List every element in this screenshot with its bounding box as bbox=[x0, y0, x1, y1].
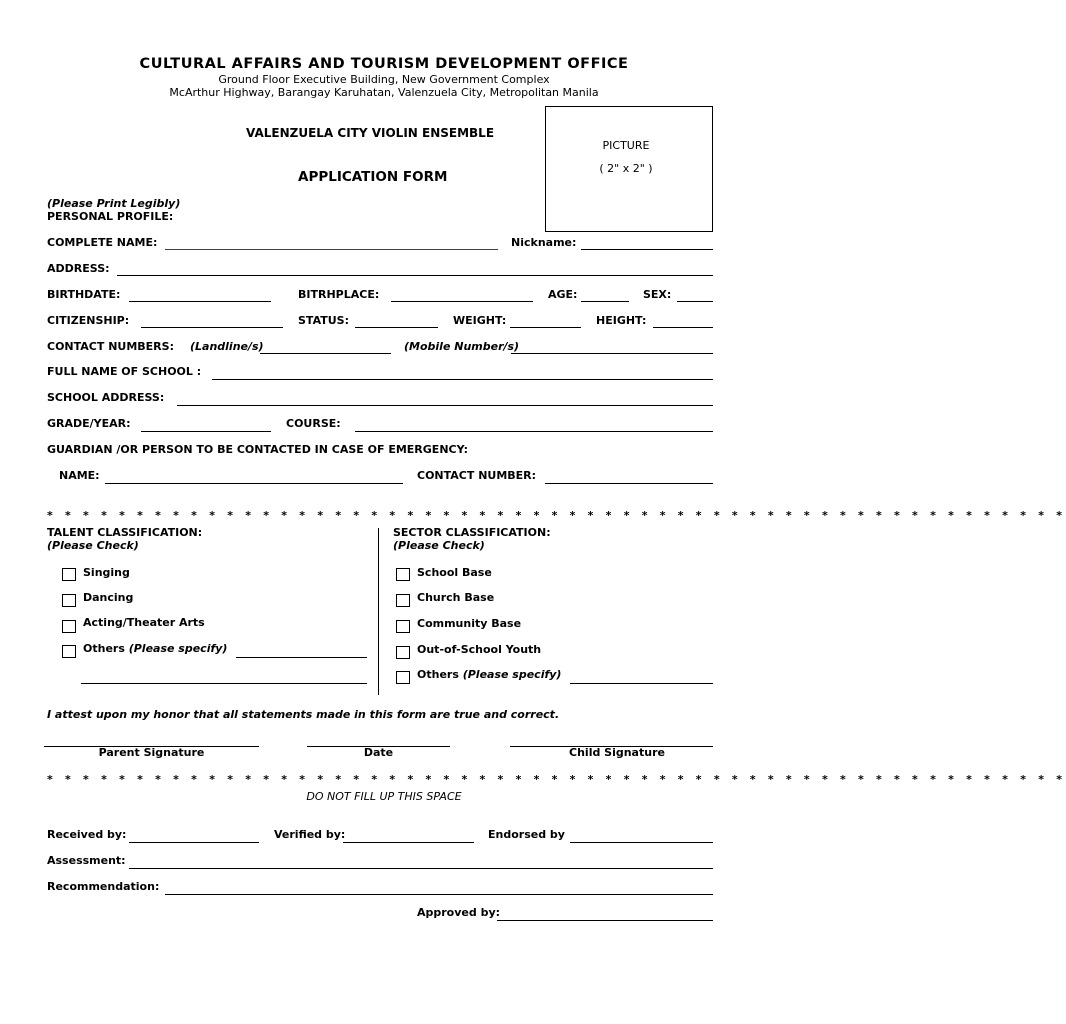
sector-church-label: Church Base bbox=[417, 591, 495, 604]
birthdate-field[interactable] bbox=[129, 301, 271, 302]
verified-by-field[interactable] bbox=[343, 842, 474, 843]
office-address-line1: Ground Floor Executive Building, New Government Complex bbox=[218, 73, 550, 86]
sector-school-checkbox[interactable] bbox=[396, 568, 410, 581]
complete-name-label: COMPLETE NAME: bbox=[47, 236, 158, 249]
date-label: Date bbox=[363, 746, 394, 759]
attestation-statement: I attest upon my honor that all statements made in this form are true and correct. bbox=[47, 708, 560, 721]
sector-check-note: (Please Check) bbox=[393, 539, 485, 552]
talent-others-label bbox=[83, 642, 227, 655]
assessment-field[interactable] bbox=[129, 868, 713, 869]
sex-label: SEX: bbox=[643, 288, 672, 301]
sector-heading: SECTOR CLASSIFICATION: bbox=[393, 526, 551, 539]
recommendation-field[interactable] bbox=[165, 894, 713, 895]
talent-specify-note: (Please specify) bbox=[128, 642, 228, 655]
print-legibly-note: (Please Print Legibly) bbox=[47, 197, 181, 210]
guardian-name-label: NAME: bbox=[59, 469, 100, 482]
school-name-field[interactable] bbox=[212, 379, 713, 380]
citizenship-label: CITIZENSHIP: bbox=[47, 314, 130, 327]
parent-signature-label: Parent Signature bbox=[98, 746, 205, 759]
school-address-field[interactable] bbox=[177, 405, 713, 406]
sector-others-label bbox=[417, 668, 561, 681]
birthdate-label: BIRTHDATE: bbox=[47, 288, 121, 301]
recommendation-label: Recommendation: bbox=[47, 880, 160, 893]
course-label: COURSE: bbox=[286, 417, 341, 430]
nickname-label: Nickname: bbox=[511, 236, 577, 249]
grade-year-field[interactable] bbox=[141, 431, 271, 432]
status-label: STATUS: bbox=[298, 314, 349, 327]
picture-box bbox=[545, 106, 713, 232]
personal-profile-heading: PERSONAL PROFILE: bbox=[47, 210, 174, 223]
sex-field[interactable] bbox=[677, 301, 713, 302]
course-field[interactable] bbox=[355, 431, 713, 432]
office-title: CULTURAL AFFAIRS AND TOURISM DEVELOPMENT OFFICE bbox=[139, 56, 629, 72]
sector-osy-label: Out-of-School Youth bbox=[417, 643, 542, 656]
weight-label: WEIGHT: bbox=[453, 314, 507, 327]
talent-heading: TALENT CLASSIFICATION: bbox=[47, 526, 203, 539]
guardian-heading: GUARDIAN /OR PERSON TO BE CONTACTED IN CASE OF EMERGENCY: bbox=[47, 443, 469, 456]
assessment-label: Assessment: bbox=[47, 854, 126, 867]
endorsed-by-field[interactable] bbox=[570, 842, 713, 843]
talent-acting-label: Acting/Theater Arts bbox=[83, 616, 205, 629]
sector-school-label: School Base bbox=[417, 566, 492, 579]
do-not-fill-notice: DO NOT FILL UP THIS SPACE bbox=[306, 790, 462, 803]
approved-by-label: Approved by: bbox=[417, 906, 501, 919]
received-by-label: Received by: bbox=[47, 828, 127, 841]
address-field[interactable] bbox=[117, 275, 713, 276]
grade-year-label: GRADE/YEAR: bbox=[47, 417, 131, 430]
talent-others-checkbox[interactable] bbox=[62, 645, 76, 658]
nickname-field[interactable] bbox=[581, 249, 713, 250]
office-address-line2: McArthur Highway, Barangay Karuhatan, Valenzuela City, Metropolitan Manila bbox=[169, 86, 599, 99]
weight-field[interactable] bbox=[510, 327, 581, 328]
picture-label: PICTURE bbox=[602, 139, 650, 152]
sector-others-checkbox[interactable] bbox=[396, 671, 410, 684]
sector-specify-note: (Please specify) bbox=[462, 668, 562, 681]
sector-others-field[interactable] bbox=[570, 683, 713, 684]
citizenship-field[interactable] bbox=[141, 327, 283, 328]
form-title: APPLICATION FORM bbox=[298, 169, 448, 185]
received-by-field[interactable] bbox=[129, 842, 259, 843]
talent-check-note: (Please Check) bbox=[47, 539, 139, 552]
address-label: ADDRESS: bbox=[47, 262, 110, 275]
separator-stars: * * * * * * * * * * * * * * * * * * * * * * * * * * * * * * * * * * * * * * * * * * * * * * * * * * * * * * * * * bbox=[47, 509, 1066, 522]
talent-singing-checkbox[interactable] bbox=[62, 568, 76, 581]
talent-singing-label: Singing bbox=[83, 566, 130, 579]
guardian-contact-field[interactable] bbox=[545, 483, 713, 484]
school-address-label: SCHOOL ADDRESS: bbox=[47, 391, 165, 404]
complete-name-field[interactable] bbox=[165, 249, 498, 250]
guardian-name-field[interactable] bbox=[105, 483, 403, 484]
birthplace-label: BITRHPLACE: bbox=[298, 288, 380, 301]
talent-others-field-2[interactable] bbox=[81, 683, 367, 684]
picture-size: ( 2" x 2" ) bbox=[599, 162, 653, 175]
height-label: HEIGHT: bbox=[596, 314, 647, 327]
age-field[interactable] bbox=[581, 301, 629, 302]
height-field[interactable] bbox=[653, 327, 713, 328]
child-signature-label: Child Signature bbox=[569, 746, 665, 759]
sector-church-checkbox[interactable] bbox=[396, 594, 410, 607]
mobile-field[interactable] bbox=[511, 353, 713, 354]
sector-osy-checkbox[interactable] bbox=[396, 646, 410, 659]
separator-stars-2: * * * * * * * * * * * * * * * * * * * * * * * * * * * * * * * * * * * * * * * * * * * * * * * * * * * * * * * * * bbox=[47, 773, 1066, 786]
endorsed-by-label: Endorsed by bbox=[488, 828, 565, 841]
ensemble-title: VALENZUELA CITY VIOLIN ENSEMBLE bbox=[246, 126, 495, 140]
landline-field[interactable] bbox=[260, 353, 391, 354]
classification-divider bbox=[378, 528, 379, 695]
birthplace-field[interactable] bbox=[391, 301, 533, 302]
talent-dancing-checkbox[interactable] bbox=[62, 594, 76, 607]
landline-label: (Landline/s) bbox=[190, 340, 264, 353]
contact-numbers-label: CONTACT NUMBERS: bbox=[47, 340, 174, 353]
guardian-contact-label: CONTACT NUMBER: bbox=[417, 469, 537, 482]
mobile-label: (Mobile Number/s) bbox=[404, 340, 520, 353]
talent-dancing-label: Dancing bbox=[83, 591, 134, 604]
status-field[interactable] bbox=[355, 327, 438, 328]
sector-others-text: Others bbox=[417, 668, 459, 681]
school-name-label: FULL NAME OF SCHOOL : bbox=[47, 365, 202, 378]
approved-by-field[interactable] bbox=[497, 920, 713, 921]
talent-others-text: Others bbox=[83, 642, 125, 655]
talent-others-field[interactable] bbox=[236, 657, 367, 658]
talent-acting-checkbox[interactable] bbox=[62, 620, 76, 633]
verified-by-label: Verified by: bbox=[274, 828, 346, 841]
age-label: AGE: bbox=[548, 288, 578, 301]
sector-community-label: Community Base bbox=[417, 617, 522, 630]
sector-community-checkbox[interactable] bbox=[396, 620, 410, 633]
